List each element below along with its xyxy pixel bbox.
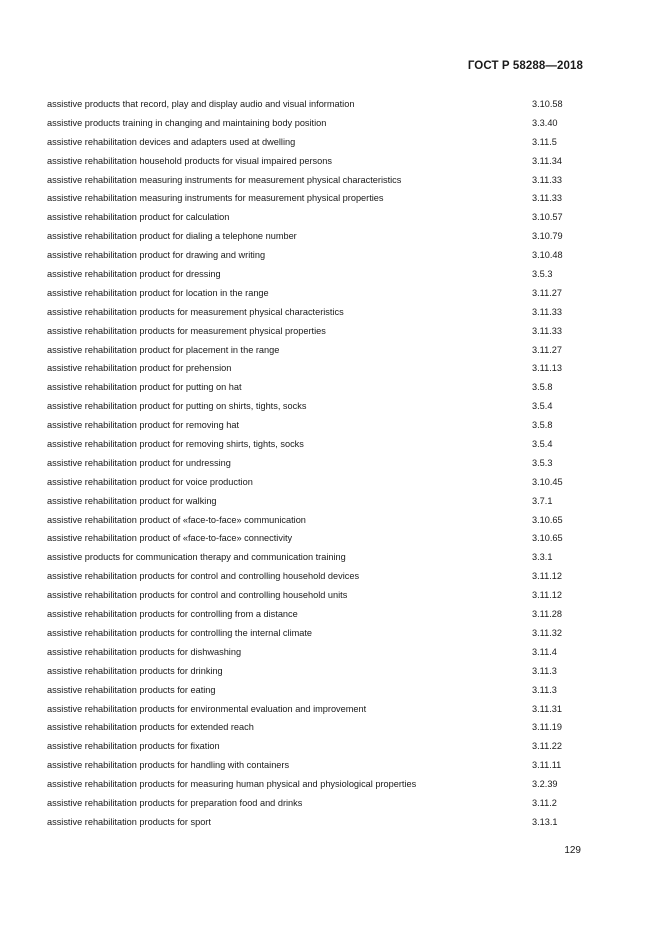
index-term: assistive products that record, play and display audio and visual information — [47, 99, 355, 109]
index-term: assistive rehabilitation products for dishwashing — [47, 646, 242, 657]
index-reference: 3.11.3 — [532, 665, 557, 676]
index-entry — [47, 171, 607, 190]
index-entry — [47, 473, 607, 492]
index-term: assistive rehabilitation product of «face-to-face» connectivity — [47, 533, 293, 544]
index-entry — [47, 605, 607, 624]
index-entry — [47, 152, 607, 171]
index-entry — [47, 775, 607, 794]
term-index-list — [47, 95, 607, 832]
index-term: assistive rehabilitation household products for visual impaired persons — [47, 155, 332, 166]
index-entry — [47, 492, 607, 511]
index-reference: 3.10.48 — [532, 250, 563, 261]
index-reference: 3.11.33 — [532, 193, 562, 204]
index-term: assistive rehabilitation products for controlling the internal climate — [47, 627, 313, 638]
index-term: assistive products training in changing and maintaining body position — [47, 117, 327, 128]
index-term: assistive rehabilitation products for measurement physical properties — [47, 325, 326, 336]
index-reference: 3.10.65 — [532, 533, 563, 544]
index-reference: 3.3.1 — [532, 552, 553, 563]
index-entry — [47, 416, 607, 435]
index-entry — [47, 303, 607, 322]
index-term: assistive rehabilitation product of «face-to-face» communication — [47, 514, 306, 525]
index-term: assistive products for communication therapy and communication training — [47, 552, 346, 563]
index-entry — [47, 643, 607, 662]
index-reference: 3.11.12 — [532, 590, 562, 601]
index-term: assistive rehabilitation product for removing shirts, tights, socks — [47, 439, 304, 450]
index-term: assistive rehabilitation products for controlling from a distance — [47, 609, 298, 620]
index-reference: 3.11.33 — [532, 174, 562, 185]
index-reference: 3.5.4 — [532, 439, 553, 450]
index-reference: 3.5.8 — [532, 382, 553, 393]
index-reference: 3.11.2 — [532, 797, 557, 808]
index-term: assistive rehabilitation product for location in the range — [47, 287, 269, 298]
index-entry — [47, 813, 607, 832]
index-entry — [47, 435, 607, 454]
index-reference: 3.11.12 — [532, 571, 562, 582]
index-reference: 3.11.27 — [532, 287, 562, 298]
index-reference: 3.11.5 — [532, 136, 557, 147]
index-term: assistive rehabilitation products for preparation food and drinks — [47, 797, 303, 808]
index-entry — [47, 95, 607, 114]
index-entry — [47, 567, 607, 586]
index-reference: 3.11.27 — [532, 344, 562, 355]
index-term: assistive rehabilitation measuring instruments for measurement physical properties — [47, 193, 384, 204]
index-entry — [47, 133, 607, 152]
index-entry — [47, 681, 607, 700]
index-entry — [47, 529, 607, 548]
index-term: assistive rehabilitation products for control and controlling household units — [47, 590, 348, 601]
index-reference: 3.5.8 — [532, 420, 553, 431]
index-entry — [47, 624, 607, 643]
index-reference: 3.3.40 — [532, 117, 558, 128]
index-entry — [47, 322, 607, 341]
index-reference: 3.11.33 — [532, 306, 562, 317]
index-reference: 3.11.3 — [532, 684, 557, 695]
index-term: assistive rehabilitation product for dressing — [47, 269, 221, 280]
index-term: assistive rehabilitation devices and adapters used at dwelling — [47, 136, 296, 147]
index-term: assistive rehabilitation products for extended reach — [47, 722, 254, 733]
index-reference: 3.11.11 — [532, 760, 562, 771]
index-entry — [47, 378, 607, 397]
index-term: assistive rehabilitation products for control and controlling household devices — [47, 571, 360, 582]
index-term: assistive rehabilitation products for sport — [47, 816, 211, 827]
index-term: assistive rehabilitation products for handling with containers — [47, 760, 290, 771]
index-term: assistive rehabilitation products for eating — [47, 684, 216, 695]
page-number: 129 — [564, 845, 581, 856]
index-entry — [47, 208, 607, 227]
index-entry — [47, 718, 607, 737]
index-term: assistive rehabilitation products for measurement physical characteristics — [47, 306, 344, 317]
index-reference: 3.11.34 — [532, 155, 562, 166]
index-term: assistive rehabilitation product for calculation — [47, 212, 230, 223]
index-term: assistive rehabilitation product for walking — [47, 495, 217, 506]
index-entry — [47, 662, 607, 681]
index-reference: 3.10.57 — [532, 212, 563, 223]
document-header: ГОСТ Р 58288—2018 — [467, 60, 583, 72]
index-term: assistive rehabilitation products for fixation — [47, 741, 220, 752]
index-reference: 3.5.3 — [532, 269, 553, 280]
index-term: assistive rehabilitation product for removing hat — [47, 420, 240, 431]
index-entry — [47, 511, 607, 530]
index-entry — [47, 189, 607, 208]
index-term: assistive rehabilitation products for measuring human physical and physiological properties — [47, 779, 417, 790]
index-term: assistive rehabilitation product for placement in the range — [47, 344, 280, 355]
index-entry — [47, 586, 607, 605]
index-reference: 3.5.4 — [532, 401, 553, 412]
index-term: assistive rehabilitation product for voice production — [47, 476, 253, 487]
index-term: assistive rehabilitation product for undressing — [47, 457, 231, 468]
index-reference: 3.11.4 — [532, 646, 557, 657]
index-term: assistive rehabilitation product for drawing and writing — [47, 250, 266, 261]
index-entry — [47, 794, 607, 813]
index-term: assistive rehabilitation products for drinking — [47, 665, 223, 676]
index-reference: 3.11.32 — [532, 627, 562, 638]
index-entry — [47, 756, 607, 775]
index-entry — [47, 265, 607, 284]
index-reference: 3.10.79 — [532, 231, 563, 242]
index-reference: 3.11.19 — [532, 722, 562, 733]
index-entry — [47, 246, 607, 265]
index-reference: 3.13.1 — [532, 816, 558, 827]
index-term: assistive rehabilitation measuring instruments for measurement physical characteristics — [47, 174, 402, 185]
index-reference: 3.11.31 — [532, 703, 562, 714]
index-term: assistive rehabilitation product for dialing a telephone number — [47, 231, 297, 242]
index-entry — [47, 284, 607, 303]
index-reference: 3.10.45 — [532, 476, 563, 487]
index-term: assistive rehabilitation product for putting on shirts, tights, socks — [47, 401, 307, 412]
index-entry — [47, 114, 607, 133]
index-reference: 3.11.22 — [532, 741, 562, 752]
index-entry — [47, 700, 607, 719]
index-reference: 3.11.33 — [532, 325, 562, 336]
index-term: assistive rehabilitation product for putting on hat — [47, 382, 242, 393]
index-entry — [47, 359, 607, 378]
index-entry — [47, 227, 607, 246]
index-term: assistive rehabilitation products for environmental evaluation and improvement — [47, 703, 367, 714]
index-reference: 3.10.65 — [532, 514, 563, 525]
index-entry — [47, 454, 607, 473]
index-reference: 3.11.28 — [532, 609, 562, 620]
index-reference: 3.10.58 — [532, 99, 563, 109]
index-entry — [47, 397, 607, 416]
index-reference: 3.5.3 — [532, 457, 553, 468]
index-reference: 3.7.1 — [532, 495, 553, 506]
index-entry — [47, 737, 607, 756]
index-term: assistive rehabilitation product for prehension — [47, 363, 232, 374]
index-entry — [47, 548, 607, 567]
index-reference: 3.2.39 — [532, 779, 558, 790]
index-reference: 3.11.13 — [532, 363, 562, 374]
index-entry — [47, 341, 607, 360]
